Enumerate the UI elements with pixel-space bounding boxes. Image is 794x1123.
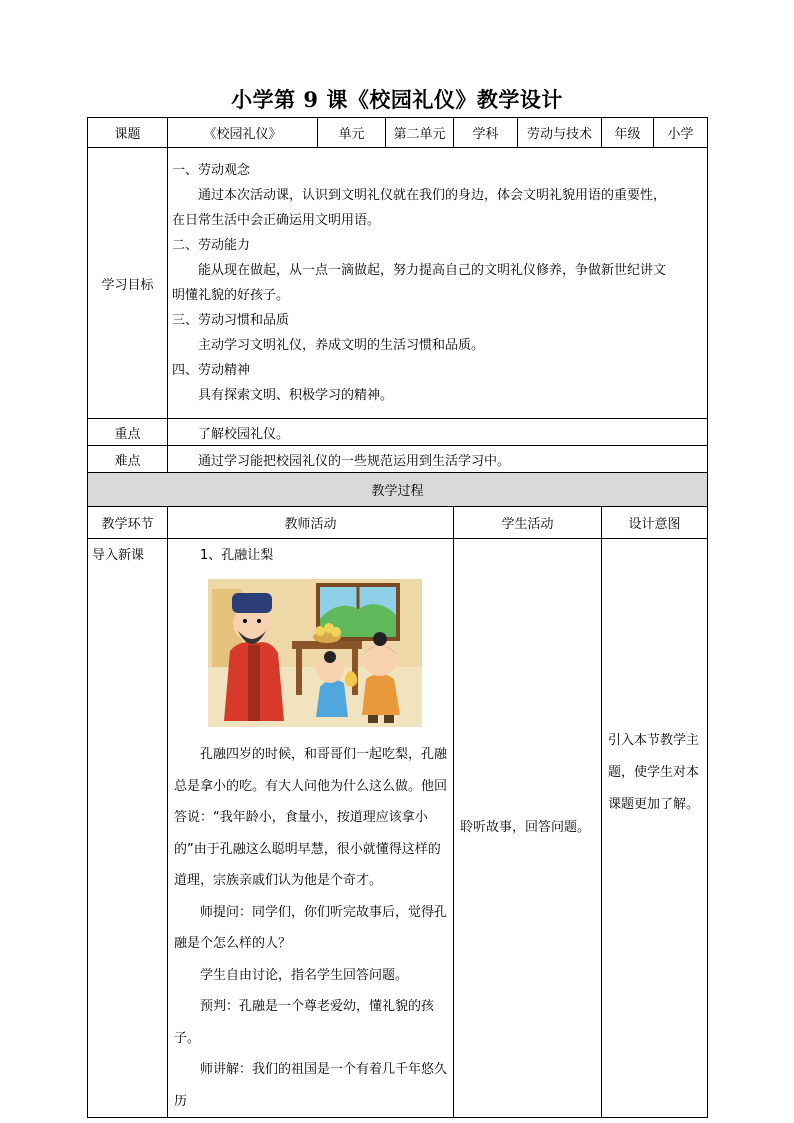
subject-value: 劳动与技术	[518, 118, 602, 148]
story-paragraph: 孔融四岁的时候，和哥哥们一起吃梨，孔融总是拿小的吃。有大人问他为什么这么做。他回答说：“我年龄小，食量小，按道理应该拿小的”由于孔融这么聪明早慧，很小就懂得这样的道理，宗族亲戚们认为他是个奇才。	[174, 747, 448, 888]
design-intent-cell: 引入本节教学主题，使学生对本课题更加了解。	[602, 539, 708, 1118]
column-student: 学生活动	[454, 507, 602, 539]
grade-label: 年级	[602, 118, 654, 148]
objective-text: 主动学习文明礼仪，养成文明的生活习惯和品质。	[198, 338, 485, 353]
document-title: 小学第 9 课《校园礼仪》教学设计	[231, 87, 563, 112]
objective-heading: 三、劳动习惯和品质	[172, 313, 290, 328]
objective-text: 在日常生活中会正确运用文明用语。	[172, 213, 381, 228]
grade-value: 小学	[654, 118, 708, 148]
column-stage: 教学环节	[88, 507, 168, 539]
unit-label: 单元	[318, 118, 386, 148]
key-point-label: 重点	[88, 419, 168, 446]
stage-cell: 导入新课	[88, 539, 168, 1118]
student-discussion: 学生自由讨论，指名学生回答问题。	[200, 967, 409, 983]
objective-heading: 四、劳动精神	[172, 363, 251, 378]
objectives-label: 学习目标	[88, 148, 168, 419]
topic-value: 《校园礼仪》	[168, 118, 318, 148]
subject-label: 学科	[454, 118, 518, 148]
student-activity-cell: 聆听故事，回答问题。	[454, 539, 602, 1118]
objective-text: 明懂礼貌的好孩子。	[172, 288, 290, 303]
story-title: 1、孔融让梨	[200, 548, 274, 563]
expected-answer: 预判：孔融是一个尊老爱幼，懂礼貌的孩子。	[174, 999, 435, 1046]
topic-label: 课题	[88, 118, 168, 148]
objective-text: 能从现在做起，从一点一滴做起，努力提高自己的文明礼仪修养，争做新世纪讲文	[198, 263, 667, 278]
difficulty-label: 难点	[88, 446, 168, 473]
lesson-plan-table	[87, 117, 708, 1118]
column-intent: 设计意图	[602, 507, 708, 539]
objective-heading: 二、劳动能力	[172, 238, 251, 253]
column-teacher: 教师活动	[168, 507, 454, 539]
objective-heading: 一、劳动观念	[172, 163, 251, 178]
teacher-question: 师提问：同学们，你们听完故事后，觉得孔融是个怎么样的人？	[174, 904, 448, 951]
objective-text: 通过本次活动课，认识到文明礼仪就在我们的身边，体会文明礼貌用语的重要性，	[198, 188, 667, 203]
teacher-activity-cell	[168, 539, 454, 1118]
process-heading: 教学过程	[88, 473, 708, 507]
difficulty-value: 通过学习能把校园礼仪的一些规范运用到生活学习中。	[168, 446, 708, 473]
teacher-explanation: 师讲解：我们的祖国是一个有着几千年悠久历	[174, 1062, 448, 1109]
objective-text: 具有探索文明、积极学习的精神。	[198, 388, 394, 403]
key-point-value: 了解校园礼仪。	[168, 419, 708, 446]
kong-rong-illustration	[208, 579, 422, 727]
unit-value: 第二单元	[386, 118, 454, 148]
objectives-content	[168, 148, 708, 419]
